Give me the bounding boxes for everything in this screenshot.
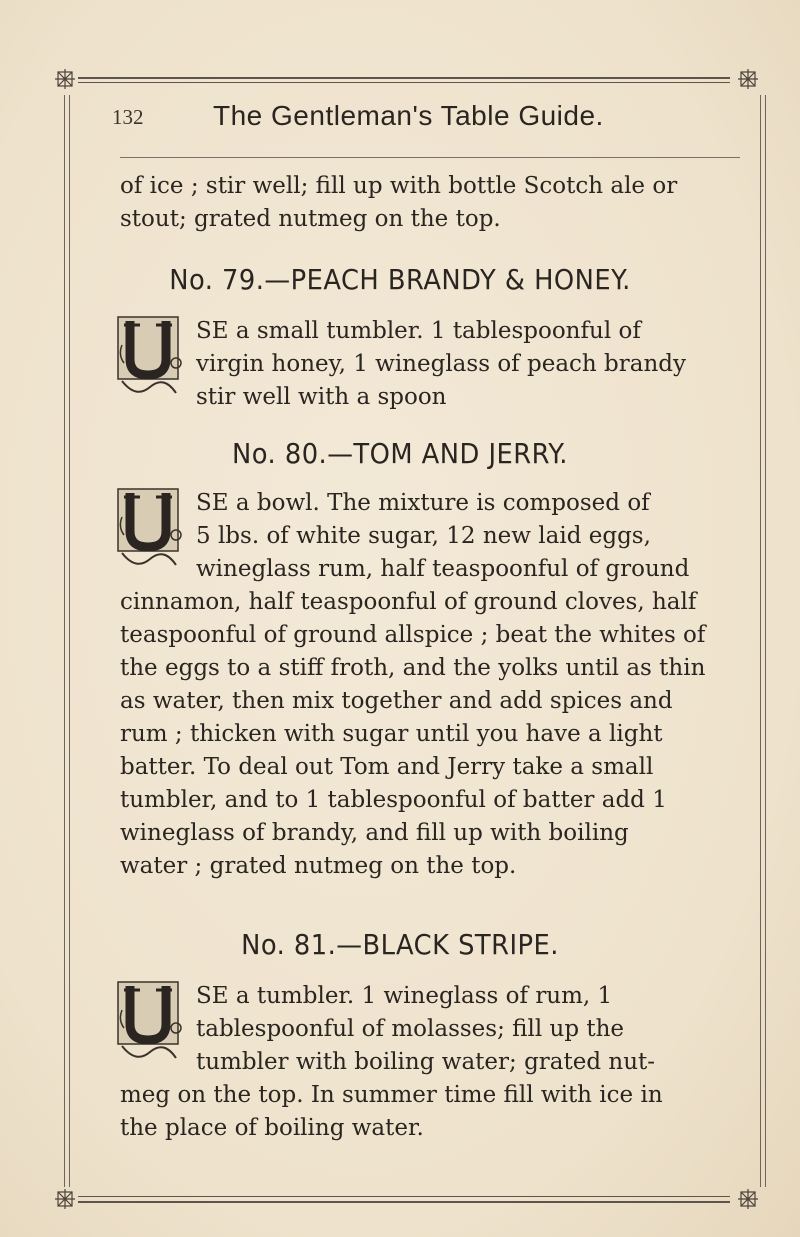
recipe-line: teaspoonful of ground allspice ; beat the whites of xyxy=(120,622,706,648)
decorative-initial-u-icon xyxy=(116,315,186,407)
recipe-line: wineglass rum, half teaspoonful of ground xyxy=(196,556,690,582)
body-line: of ice ; stir well; fill up with bottle Scotch ale or xyxy=(120,173,678,199)
recipe-line: the eggs to a stiff froth, and the yolks until as thin xyxy=(120,655,706,681)
recipe-line: the place of boiling water. xyxy=(120,1115,424,1141)
recipe-line: cinnamon, half teaspoonful of ground cloves, half xyxy=(120,589,697,615)
corner-ornament-icon xyxy=(54,68,76,90)
recipe-line: 5 lbs. of white sugar, 12 new laid eggs, xyxy=(196,523,651,549)
top-border-rule xyxy=(78,77,730,79)
recipe-line: as water, then mix together and add spices and xyxy=(120,688,673,714)
page-number: 132 xyxy=(112,105,144,129)
recipe-line: tumbler, and to 1 tablespoonful of batter add 1 xyxy=(120,787,667,813)
bottom-border-rule-inner xyxy=(78,1196,730,1197)
corner-ornament-icon xyxy=(54,1188,76,1210)
recipe-heading: No. 80.—TOM AND JERRY. xyxy=(232,437,568,470)
body-line: stout; grated nutmeg on the top. xyxy=(120,206,501,232)
corner-ornament-icon xyxy=(737,68,759,90)
recipe-line: water ; grated nutmeg on the top. xyxy=(120,853,517,879)
recipe-line: wineglass of brandy, and fill up with boiling xyxy=(120,820,629,846)
recipe-line: tablespoonful of molasses; fill up the xyxy=(196,1016,625,1042)
recipe-line: SE a bowl. The mixture is composed of xyxy=(196,490,650,516)
recipe-line: stir well with a spoon xyxy=(196,384,447,410)
right-border-rule xyxy=(760,95,761,1187)
bottom-border-rule xyxy=(78,1201,730,1203)
recipe-line: SE a small tumbler. 1 tablespoonful of xyxy=(196,318,641,344)
recipe-line: batter. To deal out Tom and Jerry take a small xyxy=(120,754,654,780)
recipe-line: SE a tumbler. 1 wineglass of rum, 1 xyxy=(196,983,613,1009)
recipe-line: tumbler with boiling water; grated nut- xyxy=(196,1049,656,1075)
decorative-initial-u-icon xyxy=(116,980,186,1072)
recipe-line: rum ; thicken with sugar until you have a light xyxy=(120,721,663,747)
recipe-heading: No. 79.—PEACH BRANDY & HONEY. xyxy=(169,263,631,296)
header-rule xyxy=(120,157,740,158)
recipe-line: virgin honey, 1 wineglass of peach brandy xyxy=(196,351,686,377)
running-header xyxy=(0,100,800,140)
corner-ornament-icon xyxy=(737,1188,759,1210)
left-border-rule xyxy=(64,95,65,1187)
running-title: The Gentleman's Table Guide. xyxy=(213,100,604,131)
decorative-initial-u-icon xyxy=(116,487,186,579)
recipe-line: meg on the top. In summer time fill with ice in xyxy=(120,1082,663,1108)
recipe-heading: No. 81.—BLACK STRIPE. xyxy=(241,928,559,961)
top-border-rule-inner xyxy=(78,82,730,83)
left-border-rule-inner xyxy=(69,95,70,1187)
right-border-rule-inner xyxy=(765,95,766,1187)
